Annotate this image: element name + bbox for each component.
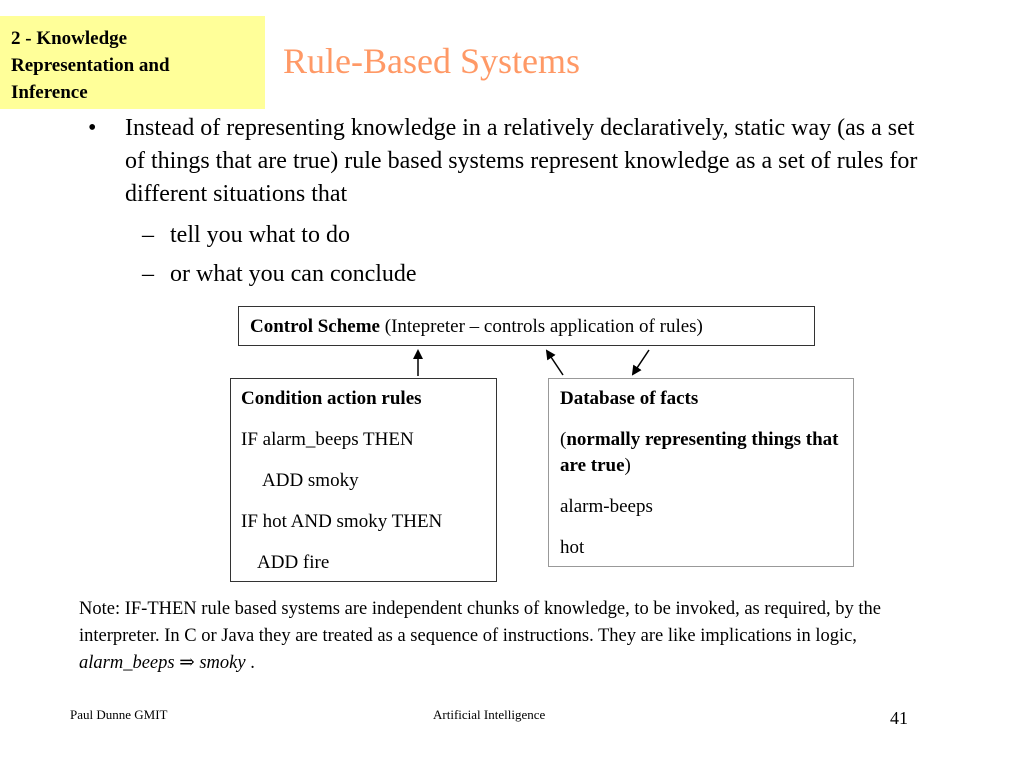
page-number: 41 — [890, 708, 908, 728]
note-text: Note: IF-THEN rule based systems are independent chunks of knowledge, to be invoked, as required, by the interpreter. In C or Java they are treated as a sequence of instructions. They are like implications in logic, — [79, 599, 881, 646]
database-of-facts-box — [548, 378, 854, 567]
rule-line: IF hot AND smoky THEN — [241, 511, 443, 532]
control-scheme-label: Control Scheme — [250, 316, 380, 337]
rule-line: ADD fire — [257, 552, 330, 573]
condition-action-rules-box — [230, 378, 497, 582]
bullet-marker: • — [88, 115, 97, 141]
fact-item: alarm-beeps — [560, 496, 653, 517]
rules-heading: Condition action rules — [241, 388, 422, 409]
note-paragraph — [79, 596, 949, 677]
sub-bullet-text: or what you can conclude — [170, 261, 417, 287]
control-to-facts-arrow — [633, 350, 649, 374]
sub-bullet-text: tell you what to do — [170, 222, 350, 248]
dash-marker: – — [142, 261, 154, 287]
facts-subheading — [560, 427, 843, 479]
rule-line: IF alarm_beeps THEN — [241, 429, 414, 450]
footer-author: Paul Dunne GMIT — [70, 707, 168, 722]
facts-heading: Database of facts — [560, 388, 699, 409]
fact-item: hot — [560, 537, 585, 558]
facts-to-control-arrow — [547, 351, 563, 375]
implies-symbol: ⇒ — [179, 653, 195, 673]
dash-marker: – — [142, 222, 154, 248]
facts-paren-open: ( — [560, 429, 567, 450]
main-bullet-text: Instead of representing knowledge in a relatively declaratively, static way (as a set of things that are true) rule based systems represent knowledge as a set of rules for different situations that — [125, 115, 918, 207]
section-label-line-2: Representation and — [11, 55, 170, 76]
section-label-line-3: Inference — [11, 82, 88, 103]
slide-title: Rule-Based Systems — [283, 41, 580, 81]
rule-line: ADD smoky — [262, 470, 359, 491]
control-scheme-description: (Intepreter – controls application of rules) — [384, 316, 703, 337]
footer-course: Artificial Intelligence — [433, 707, 546, 722]
section-label-line-1: 2 - Knowledge — [11, 28, 128, 49]
note-end: . — [250, 653, 255, 673]
facts-subheading-text: normally representing things that are true — [560, 429, 839, 476]
formula-right: smoky — [199, 653, 246, 673]
facts-paren-close: ) — [624, 455, 631, 476]
formula-left: alarm_beeps — [79, 653, 175, 673]
